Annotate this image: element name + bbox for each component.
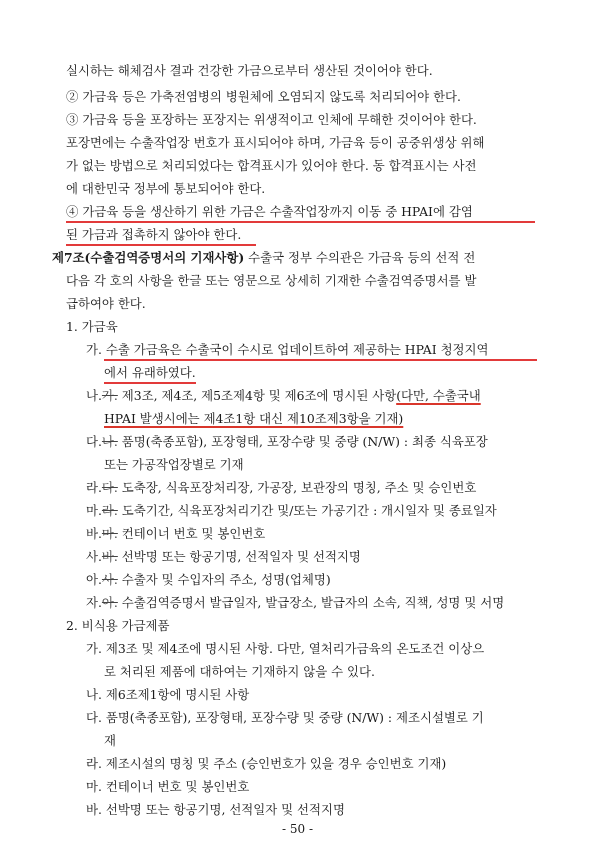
inserted-clause-line: ④ 가금육 등을 생산하기 위한 가금은 수출작업장까지 이동 중 HPAI에 감염 bbox=[66, 204, 473, 219]
para-line: 가 없는 방법으로 처리되었다는 합격표시가 있어야 한다. 동 합격표시는 사전 bbox=[66, 158, 477, 173]
item-ra: 라.다. 도축장, 식육포장처리장, 가공장, 보관장의 명칭, 주소 및 승인번호 bbox=[86, 480, 477, 495]
item-ma: 마.라. 도축기간, 식육포장처리기간 및/또는 가공기간 : 개시일자 및 종료일자 bbox=[86, 503, 497, 518]
item-na: 나. 제6조제1항에 명시된 사항 bbox=[86, 687, 250, 702]
item-ma: 마. 컨테이너 번호 및 봉인번호 bbox=[86, 779, 250, 794]
article-line: 급하여야 한다. bbox=[66, 296, 146, 311]
item-ra: 라. 제조시설의 명칭 및 주소 (승인번호가 있을 경우 승인번호 기재) bbox=[86, 756, 447, 771]
deleted-numbering: 사. bbox=[101, 572, 118, 587]
section-heading: 2. 비식용 가금제품 bbox=[66, 618, 170, 633]
revision-underline bbox=[66, 244, 256, 246]
deleted-numbering: 아. bbox=[101, 595, 118, 610]
deleted-numbering: 마. bbox=[101, 526, 118, 541]
para-line: ③ 가금육 등을 포장하는 포장지는 위생적이고 인체에 무해한 것이어야 한다. bbox=[66, 112, 477, 127]
deleted-numbering: 다. bbox=[101, 480, 118, 495]
inserted-clause-line: 된 가금과 접촉하지 않아야 한다. bbox=[66, 227, 242, 242]
inserted-text: HPAI 발생시에는 제4조1항 대신 제10조제3항을 기재) bbox=[104, 411, 404, 426]
item-da: 다.나. 품명(축종포함), 포장형태, 포장수량 및 중량 (N/W) : 최종 식육포장 bbox=[86, 434, 488, 449]
para-line: 실시하는 해체검사 결과 건강한 가금으로부터 생산된 것이어야 한다. bbox=[66, 63, 433, 78]
item-ba: 바. 선박명 또는 항공기명, 선적일자 및 선적지명 bbox=[86, 802, 345, 817]
inserted-text: 에서 유래하였다. bbox=[104, 365, 196, 380]
para-line: 포장면에는 수출작업장 번호가 표시되어야 하며, 가금육 등이 공중위생상 위해 bbox=[66, 135, 485, 150]
deleted-numbering: 나. bbox=[101, 434, 118, 449]
inserted-text: (다만, 수출국내 bbox=[396, 388, 481, 403]
section-heading: 1. 가금육 bbox=[66, 319, 118, 334]
article-line: 다음 각 호의 사항을 한글 또는 영문으로 상세히 기재한 수출검역증명서를 발 bbox=[66, 273, 477, 288]
item-ga: 가. 제3조 및 제4조에 명시된 사항. 다만, 열처리가금육의 온도조건 이상으 bbox=[86, 641, 485, 656]
item-ja: 자.아. 수출검역증명서 발급일자, 발급장소, 발급자의 소속, 직책, 성명 및 서명 bbox=[86, 595, 505, 610]
deleted-numbering: 바. bbox=[101, 549, 118, 564]
revision-underline bbox=[104, 382, 196, 384]
revision-underline bbox=[66, 221, 535, 223]
inserted-text: 수출 가금육은 수출국이 수시로 업데이트하여 제공하는 HPAI 청정지역 bbox=[105, 342, 489, 357]
item-da: 다. 품명(축종포함), 포장형태, 포장수량 및 중량 (N/W) : 제조시설별로 기 bbox=[86, 710, 484, 725]
article-title: 제7조(수출검역증명서의 기재사항) bbox=[52, 250, 245, 265]
item-text: 또는 가공작업장별로 기재 bbox=[104, 457, 244, 472]
article-line bbox=[52, 249, 475, 267]
deleted-numbering: 가. bbox=[101, 388, 118, 403]
revision-underline bbox=[104, 359, 537, 361]
item-text: 로 처리된 제품에 대하여는 기재하지 않을 수 있다. bbox=[104, 664, 375, 679]
item-text: 재 bbox=[104, 733, 116, 748]
article-text: 수출국 정부 수의관은 가금육 등의 선적 전 bbox=[244, 250, 476, 265]
item-sa: 사.바. 선박명 또는 항공기명, 선적일자 및 선적지명 bbox=[86, 549, 361, 564]
page-number: - 50 - bbox=[281, 822, 313, 836]
item-ba: 바.마. 컨테이너 번호 및 봉인번호 bbox=[86, 526, 266, 541]
item-a: 아.사. 수출자 및 수입자의 주소, 성명(업체명) bbox=[86, 572, 331, 587]
para-line: 에 대한민국 정부에 통보되어야 한다. bbox=[66, 181, 266, 196]
para-line: ② 가금육 등은 가축전염병의 병원체에 오염되지 않도록 처리되어야 한다. bbox=[66, 89, 461, 104]
deleted-numbering: 라. bbox=[101, 503, 118, 518]
item-na: 나.가. 제3조, 제4조, 제5조제4항 및 제6조에 명시된 사항(다만, 수출국내 bbox=[86, 388, 481, 403]
item-ga: 가. 수출 가금육은 수출국이 수시로 업데이트하여 제공하는 HPAI 청정지역 bbox=[86, 342, 489, 357]
